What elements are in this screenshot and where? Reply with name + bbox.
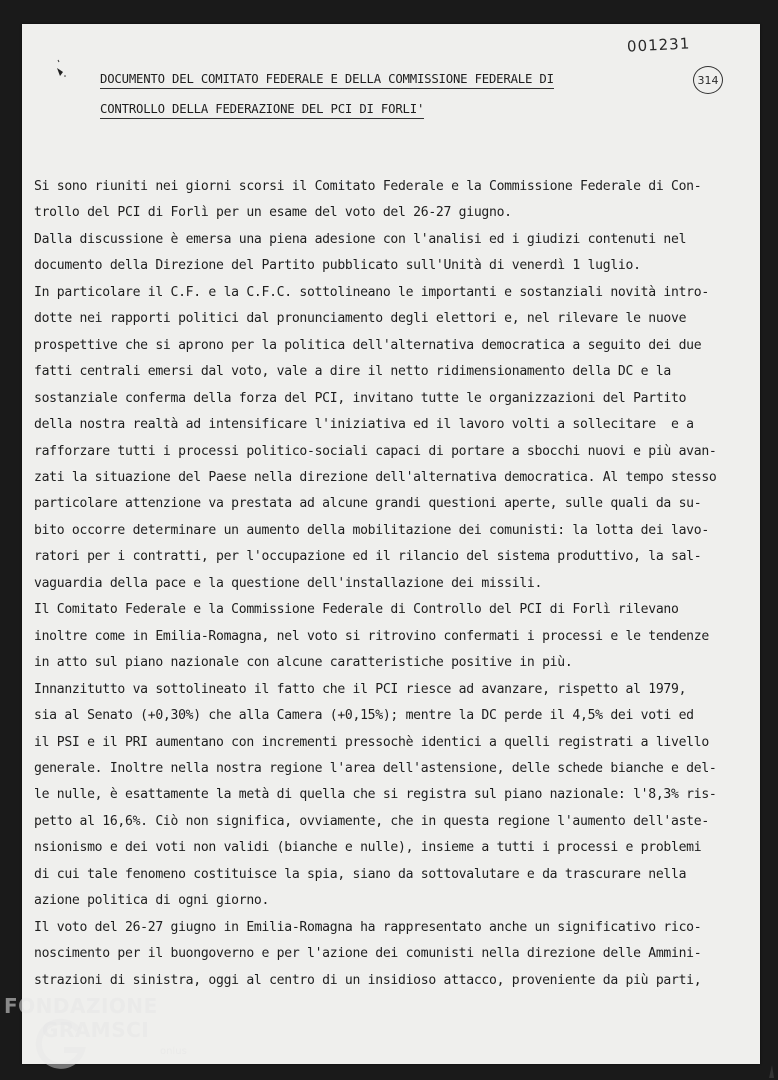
body-line: documento della Direzione del Partito pubblicato sull'Unità di venerdì 1 luglio. bbox=[34, 258, 641, 274]
body-line: sia al Senato (+0,30%) che alla Camera (+0,15%); mentre la DC perde il 4,5% dei voti ed bbox=[34, 708, 694, 724]
document-title-line-2: CONTROLLO DELLA FEDERAZIONE DEL PCI DI FORLI' bbox=[100, 102, 424, 119]
body-line: sostanziale conferma della forza del PCI, invitano tutte le organizzazioni del Partito bbox=[34, 390, 687, 406]
body-line: petto al 16,6%. Ciò non significa, ovviamente, che in questa regione l'aumento dell'aste- bbox=[34, 813, 709, 829]
watermark-fondazione: FONDAZIONE bbox=[4, 994, 158, 1018]
body-line: rafforzare tutti i processi politico-sociali capaci di portare a sbocchi nuovi e più avan- bbox=[34, 443, 717, 459]
body-line: Il Comitato Federale e la Commissione Federale di Controllo del PCI di Forlì rilevano bbox=[34, 602, 679, 618]
body-line: vaguardia della pace e la questione dell'installazione dei missili. bbox=[34, 575, 543, 591]
body-line: il PSI e il PRI aumentano con incrementi pressochè identici a quelli registrati a livello bbox=[34, 734, 709, 750]
body-line: di cui tale fenomeno costituisce la spia, siano da sottovalutare e da trascurare nella bbox=[34, 866, 687, 882]
body-line: noscimento per il buongoverno e per l'azione dei comunisti nella direzione delle Ammini- bbox=[34, 946, 702, 962]
body-line: bito occorre determinare un aumento della mobilitazione dei comunisti: la lotta dei lavo- bbox=[34, 522, 709, 538]
body-line: trollo del PCI di Forlì per un esame del voto del 26-27 giugno. bbox=[34, 205, 512, 221]
body-line: le nulle, è esattamente la metà di quella che si registra sul piano nazionale: l'8,3% ris- bbox=[34, 787, 717, 803]
watermark-gramsci: GRAMSCI bbox=[42, 1018, 150, 1042]
page-number: 314 bbox=[697, 73, 719, 87]
body-line: inoltre come in Emilia-Romagna, nel voto si ritrovino confermati i processi e le tendenze bbox=[34, 628, 709, 644]
body-line: ratori per i contratti, per l'occupazione ed il rilancio del sistema produttivo, la sal- bbox=[34, 549, 702, 565]
body-line: strazioni di sinistra, oggi al centro di un insidioso attacco, proveniente da più parti, bbox=[34, 972, 702, 988]
body-line: Il voto del 26-27 giugno in Emilia-Romagna ha rappresentato anche un significativo rico- bbox=[34, 919, 702, 935]
document-body bbox=[34, 174, 734, 994]
body-line: In particolare il C.F. e la C.F.C. sottolineano le importanti e sostanziali novità intro- bbox=[34, 284, 709, 300]
body-line: della nostra realtà ad intensificare l'iniziativa ed il lavoro volti a sollecitare e a bbox=[34, 417, 694, 433]
body-line: Innanzitutto va sottolineato il fatto che il PCI riesce ad avanzare, rispetto al 1979, bbox=[34, 681, 687, 697]
body-line: nsionismo e dei voti non validi (bianche e nulle), insieme a tutti i processi e problemi bbox=[34, 840, 702, 856]
document-title-line-1: DOCUMENTO DEL COMITATO FEDERALE E DELLA COMMISSIONE FEDERALE DI bbox=[100, 72, 554, 89]
body-line: dotte nei rapporti politici dal pronunciamento degli elettori e, nel rilevare le nuove bbox=[34, 311, 687, 327]
watermark-onlus: onlus bbox=[160, 1046, 187, 1057]
ink-mark-icon bbox=[54, 58, 68, 80]
body-line: azione politica di ogni giorno. bbox=[34, 893, 270, 909]
archive-number-annotation: 001231 bbox=[626, 34, 691, 56]
body-line: generale. Inoltre nella nostra regione l'area dell'astensione, delle schede bianche e del- bbox=[34, 760, 717, 776]
body-line: fatti centrali emersi dal voto, vale a dire il netto ridimensionamento della DC e la bbox=[34, 364, 671, 380]
body-line: prospettive che si aprono per la politica dell'alternativa democratica a seguito dei due bbox=[34, 337, 702, 353]
body-line: in atto sul piano nazionale con alcune caratteristiche positive in più. bbox=[34, 655, 573, 671]
body-line: particolare attenzione va prestata ad alcune grandi questioni aperte, sulle quali da su- bbox=[34, 496, 702, 512]
corner-ink-mark-icon bbox=[766, 1062, 776, 1080]
document-page bbox=[22, 24, 760, 1064]
fondazione-gramsci-watermark bbox=[4, 994, 204, 1074]
body-line: Si sono riuniti nei giorni scorsi il Comitato Federale e la Commissione Federale di Con- bbox=[34, 179, 702, 194]
page-number-stamp bbox=[693, 66, 723, 94]
body-line: Dalla discussione è emersa una piena adesione con l'analisi ed i giudizi contenuti nel bbox=[34, 231, 687, 247]
body-line: zati la situazione del Paese nella direzione dell'alternativa democratica. Al tempo stesso bbox=[34, 469, 717, 485]
